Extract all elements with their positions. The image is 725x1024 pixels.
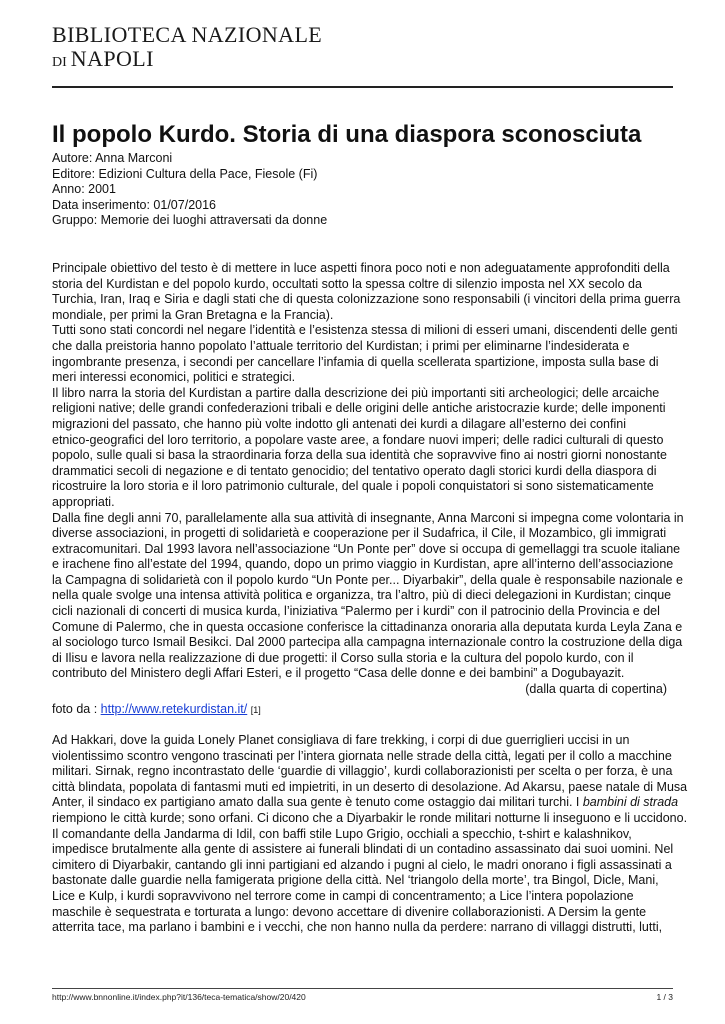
meta-group: Gruppo: Memorie dei luoghi attraversati da donne	[52, 213, 328, 227]
header-divider	[52, 86, 673, 88]
source-note: (dalla quarta di copertina)	[525, 682, 667, 697]
text-line: città blindata, popolata di fantasmi muti ed impietriti, in un deserto di desolazione. Ad Akarsu, paese natale di Musa	[52, 779, 688, 794]
logo-city: NAPOLI	[70, 46, 154, 71]
text-line: bastonate dalle guardie nella famigerata prigione della città. Nel ‘triangolo della morte’, tra Bingol, Dicle, Mani,	[52, 873, 659, 888]
text-line: popolo, sulle quali si basa la straordinaria forza della sua identità che sopravvive fino ai nostri giorni nonostante	[52, 448, 667, 463]
text-line: etnico-geografici del loro territorio, a popolare vaste aree, a fondare nuovi imperi; delle radici culturali di questo	[52, 432, 664, 447]
text-line: mondiale, per primi la Gran Bretagna e la Francia).	[52, 307, 334, 322]
footer-url: http://www.bnnonline.it/index.php?it/136/teca-tematica/show/20/420	[52, 992, 306, 1002]
italic-phrase: bambini di strada	[582, 795, 679, 810]
book-description	[52, 261, 684, 698]
text-line: al sociologo turco Ismail Besikci. Dal 2000 partecipa alla campagna internazionale contro la costruzione della diga	[52, 635, 683, 650]
logo-line-1: BIBLIOTECA NAZIONALE	[52, 22, 323, 47]
page-title: Il popolo Kurdo. Storia di una diaspora sconosciuta	[52, 121, 642, 148]
text-line: maschile è sequestrata e torturata a lungo: devono accettare di divenire collaborazionisti. A Dersim la gente	[52, 904, 647, 919]
text-line: Tutti sono stati concordi nel negare l’identità e l’esistenza stessa di milioni di esseri umani, discendenti delle genti	[52, 323, 678, 338]
text-line: nella quale svolge una intensa attività politica e organizza, tra l’altro, più di dieci delegazioni in Kurdistan; cinque	[52, 588, 672, 603]
text-line: riempiono le città kurde; sono orfani. Ci dicono che a Diyarbakir le ronde militari notturne li inseguono e li uccidono.	[52, 810, 688, 825]
meta-date-inserted: Data inserimento: 01/07/2016	[52, 197, 216, 212]
text-line: Turchia, Iran, Iraq e Siria e dagli stati che di questa colonizzazione sono responsabili (i vincitori della prima guerra	[52, 292, 681, 307]
text-line: la Campagna di solidarietà con il popolo kurdo “Un Ponte per... Diyarbakir”, della quale è responsabile nazionale e	[52, 572, 683, 587]
text-line: atterrita tace, ma parlano i bambini e i vecchi, che non hanno nulla da perdere: narrano di villaggi distrutti, lutti,	[52, 920, 663, 935]
text-line: che dalla preistoria hanno popolato l’attuale territorio del Kurdistan; i primi per eliminarne l’indesiderata e	[52, 338, 630, 353]
book-metadata	[52, 151, 327, 229]
text-line: cicli nazionali di concerti di musica kurda, l’iniziativa “Palermo per i kurdi” con il patrocinio della Provincia e del	[52, 604, 660, 619]
text-line: Lice e Kulp, i kurdi sopravvivono nel terrore come in campi di concentramento; a Lice l’intera popolazione	[52, 888, 634, 903]
text-line: drammatici secoli di negazione e di tentato genocidio; del tentativo operato dagli storici kurdi della diaspora di	[52, 463, 657, 478]
text-line: di Ilisu e lavora nella realizzazione di due progetti: il Corso sulla storia e la cultura del popolo kurdo, con il	[52, 650, 634, 665]
text-line: Il libro narra la storia del Kurdistan a partire dalla descrizione dei più importanti siti archeologici; delle arcaiche	[52, 385, 660, 400]
text-line: migrazioni del passato, che hanno più volte indotto gli antenati dei kurdi a dilagare all’esterno dei confini	[52, 416, 626, 431]
text-segment: Anter, il sindaco ex partigiano amato dalla sua gente è tenuto come ostaggio dai militari turchi. I	[52, 795, 583, 810]
logo-di: DI	[52, 55, 67, 70]
text-line: Il comandante della Jandarma di Idil, con baffi stile Lupo Grigio, occhiali a specchio, t-shirt e kalashnikov,	[52, 826, 632, 841]
text-line: Ad Hakkari, dove la guida Lonely Planet consigliava di fare trekking, i corpi di due guerriglieri uccisi in un	[52, 733, 630, 747]
photo-credit-label: foto da :	[52, 702, 101, 716]
text-line: ingombrante presenza, i secondi per cancellare l’infamia di quella scellerata spartizione, imposta sulla base di	[52, 354, 659, 369]
text-line: cimitero di Diyarbakir, cantando gli inni partigiani ed alzando i pugni al cielo, le madri onorano i figli assassinati a	[52, 857, 672, 872]
text-line	[52, 795, 677, 811]
text-line: extracomunitari. Dal 1993 lavora nell’associazione “Un Ponte per” dove si occupa di gemellaggi tra scuole italiane	[52, 541, 681, 556]
footnote-marker: [1]	[250, 705, 261, 715]
library-logo	[52, 24, 322, 74]
text-line: violentissimo scontro vengono trascinati per l’intera giornata nelle strade della città, legati per il collo a macchine	[52, 748, 672, 763]
text-line: storia del Kurdistan e del popolo kurdo, occultati sotto la spessa coltre di silenzio imposta nel XX secolo da	[52, 276, 642, 291]
footer-divider	[52, 988, 673, 989]
page-number: 1 / 3	[656, 992, 673, 1002]
text-line: Dalla fine degli anni 70, parallelamente alla sua attività di insegnante, Anna Marconi si impegna come volontaria in	[52, 510, 684, 525]
text-line: religioni native; delle grandi confederazioni tribali e delle origini delle antiche aristocrazie kurde; delle imponenti	[52, 401, 666, 416]
text-line: Principale obiettivo del testo è di mettere in luce aspetti finora poco noti e non adeguatamente approfonditi della	[52, 261, 670, 275]
meta-year: Anno: 2001	[52, 182, 116, 196]
photo-credit-link[interactable]: http://www.retekurdistan.it/	[100, 702, 248, 716]
text-line: diverse associazioni, in progetti di solidarietà e cooperazione per il Sudafrica, il Cile, il Mozambico, gli immigrati	[52, 526, 667, 541]
text-line: impedisce brutalmente alla gente di assistere ai funerali blindati di un contadino assassinato dai suoi uomini. Nel	[52, 842, 674, 857]
photo-credit	[52, 702, 261, 716]
text-line: ricostruire la loro storia e il loro patrimonio culturale, del quale i popoli conquistatori si sono sistematicamente	[52, 479, 654, 494]
logo-line-2	[52, 48, 322, 74]
text-line: e irachene fino all’estate del 1994, quando, dopo un primo viaggio in Kurdistan, apre all’interno dell’associazione	[52, 557, 674, 572]
text-line: meri interessi economici, politici e strategici.	[52, 370, 296, 385]
article-excerpt	[52, 733, 688, 936]
text-line: Comune di Palermo, che in questa occasione conferisce la cittadinanza onoraria alla deputata kurda Leyla Zana e	[52, 619, 683, 634]
meta-publisher: Editore: Edizioni Cultura della Pace, Fiesole (Fi)	[52, 166, 318, 181]
meta-author: Autore: Anna Marconi	[52, 151, 173, 165]
text-line: militari. Sirnak, regno incontrastato delle ‘guardie di villaggio’, kurdi collaborazionisti per scelta o per forza, è una	[52, 764, 673, 779]
text-line: contributo del Ministero degli Affari Esteri, e il progetto “Casa delle donne e dei bambini” a Dogubayazit.	[52, 666, 625, 681]
text-line: appropriati.	[52, 494, 115, 509]
